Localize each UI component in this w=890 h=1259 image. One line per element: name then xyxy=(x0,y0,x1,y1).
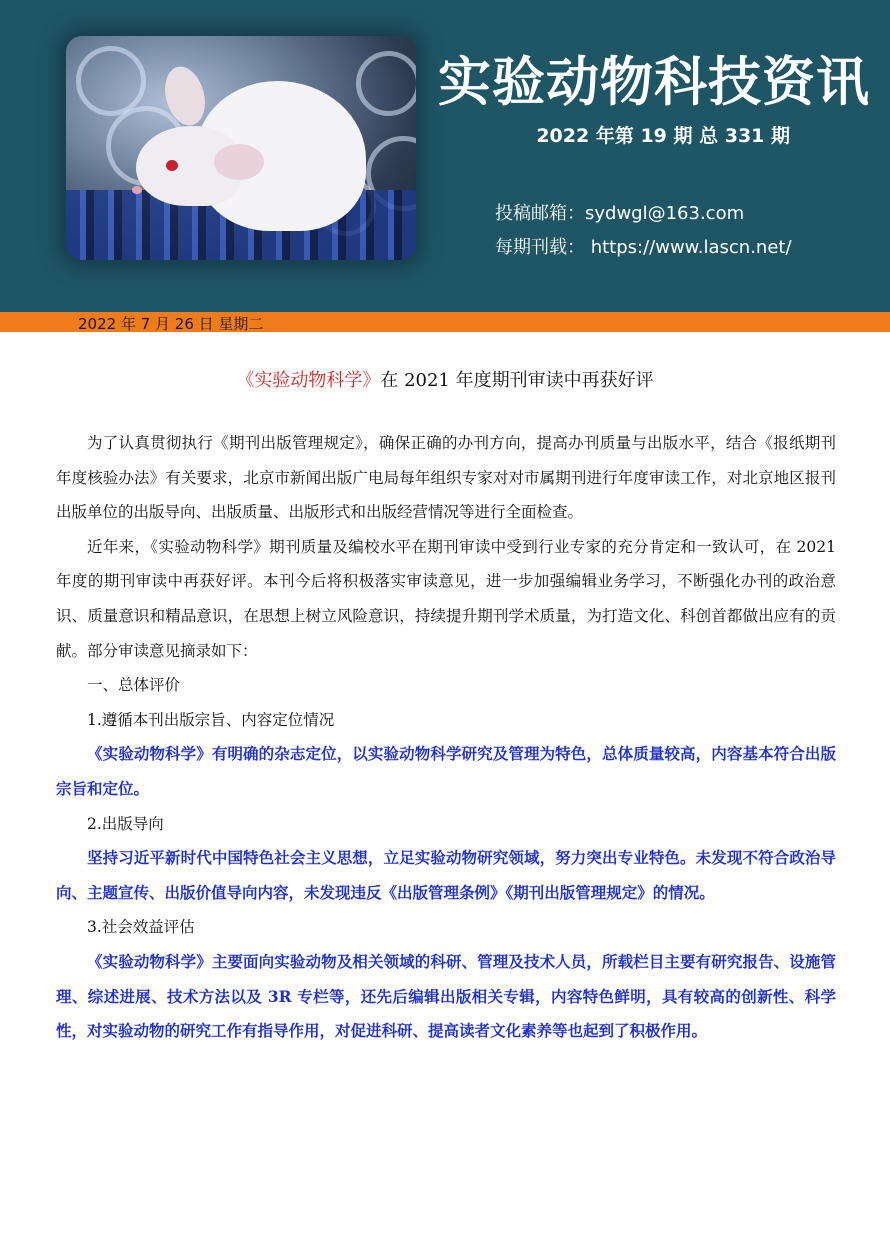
review-comment: 《实验动物科学》主要面向实验动物及相关领域的科研、管理及技术人员，所载栏目主要有研究报告、设施管理、综述进展、技术方法以及 3R 专栏等，还先后编辑出版相关专辑，内容特色鲜明，具有较高的创新性、科学性，对实验动物的研究工作有指导作用，对促进科研、提高读者文化素养等也起到了积极作用。 xyxy=(56,951,836,1041)
website-link: 每期刊载： https://www.lascn.net/ xyxy=(495,237,792,258)
article-title xyxy=(0,366,890,392)
masthead xyxy=(0,0,890,312)
lab-mouse-photo xyxy=(66,36,416,260)
newsletter-title: 实验动物科技资讯 xyxy=(438,52,870,113)
paragraph: 为了认真贯彻执行《期刊出版管理规定》，确保正确的办刊方向，提高办刊质量与出版水平，结合《报纸期刊年度核验办法》有关要求，北京市新闻出版广电局每年组织专家对对市属期刊进行年度审读工作，对北京地区报刊出版单位的出版导向、出版质量、出版形式和出版经营情况等进行全面检查。 xyxy=(56,434,836,522)
article-title-rest: 在 2021 年度期刊审读中再获好评 xyxy=(380,370,654,391)
publication-date: 2022 年 7 月 26 日 星期二 xyxy=(78,315,264,333)
submission-email: 投稿邮箱：sydwgl@163.com xyxy=(495,203,745,224)
review-comment: 坚持习近平新时代中国特色社会主义思想，立足实验动物研究领域，努力突出专业特色。未发现不符合政治导向、主题宣传、出版价值导向内容，未发现违反《出版管理条例》《期刊出版管理规定》的情况。 xyxy=(56,848,836,902)
subsection-heading: 3.社会效益评估 xyxy=(87,918,195,937)
paragraph: 近年来，《实验动物科学》期刊质量及编校水平在期刊审读中受到行业专家的充分肯定和一致认可，在 2021 年度的期刊审读中再获好评。本刊今后将积极落实审读意见，进一步加强编辑业务学习，不断强化办刊的政治意识、质量意识和精品意识，在思想上树立风险意识，持续提升期刊学术质量，为打造文化、科创首都做出应有的贡献。部分审读意见摘录如下： xyxy=(56,537,836,660)
issue-number: 2022 年第 19 期 总 331 期 xyxy=(536,125,790,147)
date-bar xyxy=(0,312,890,332)
section-heading: 一、总体评价 xyxy=(87,676,181,695)
review-comment: 《实验动物科学》有明确的杂志定位，以实验动物科学研究及管理为特色，总体质量较高，内容基本符合出版宗旨和定位。 xyxy=(56,744,836,798)
subsection-heading: 2.出版导向 xyxy=(87,814,164,833)
subsection-heading: 1.遵循本刊出版宗旨、内容定位情况 xyxy=(87,710,335,729)
article-body xyxy=(56,426,836,1049)
article-title-journal: 《实验动物科学》 xyxy=(236,370,381,391)
